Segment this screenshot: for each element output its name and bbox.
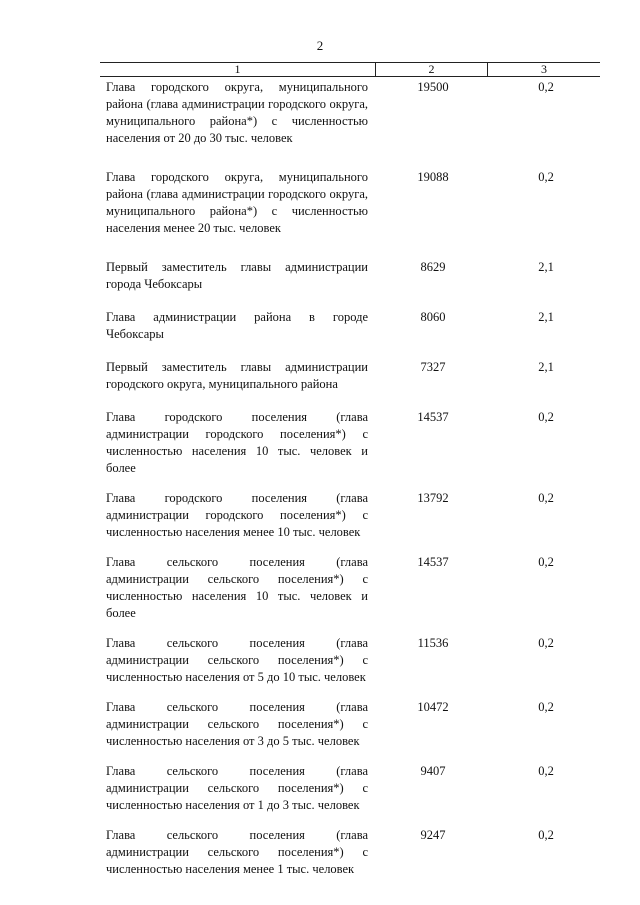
coefficient-value: 0,2: [538, 491, 554, 505]
table-row: [100, 309, 600, 343]
coefficient-value: 0,2: [538, 700, 554, 714]
table-row: [100, 490, 600, 541]
salary-value: 19500: [417, 80, 449, 94]
page-number: 2: [316, 38, 324, 53]
coefficient-value: 2,1: [538, 260, 554, 274]
position-name: Глава сельского поселения (глава администрации сельского поселения*) с численностью населения 10 тыс. человек и более: [106, 555, 368, 620]
position-name: Глава сельского поселения (глава администрации сельского поселения*) с численностью населения от 5 до 10 тыс. человек: [106, 636, 368, 684]
coefficient-value: 0,2: [538, 410, 554, 424]
coefficient-value: 0,2: [538, 764, 554, 778]
header-col-1: 1: [100, 63, 376, 76]
position-name: Глава городского округа, муниципального района (глава администрации городского округа, муниципального района*) с численностью населения от 20 до 30 тыс. человек: [106, 80, 368, 145]
position-name: Глава городского поселения (глава администрации городского поселения*) с численностью населения 10 тыс. человек и более: [106, 410, 368, 475]
salary-value: 11536: [417, 636, 449, 650]
position-name: Глава администрации района в городе Чебоксары: [106, 310, 368, 341]
position-name: Первый заместитель главы администрации городского округа, муниципального района: [106, 360, 368, 391]
table-row: [100, 554, 600, 622]
salary-value: 13792: [417, 491, 449, 505]
table-body: [100, 79, 600, 878]
position-name: Глава сельского поселения (глава администрации сельского поселения*) с численностью населения от 1 до 3 тыс. человек: [106, 764, 368, 812]
table-row: [100, 763, 600, 814]
coefficient-value: 0,2: [538, 80, 554, 94]
table-row: [100, 169, 600, 237]
salary-value: 10472: [417, 700, 449, 714]
table-row: [100, 259, 600, 293]
header-col-3: 3: [541, 62, 547, 76]
salary-value: 14537: [417, 410, 449, 424]
coefficient-value: 2,1: [538, 310, 554, 324]
salary-value: 8060: [420, 310, 446, 324]
position-name: Глава городского округа, муниципального района (глава администрации городского округа, муниципального района*) с численностью населения менее 20 тыс. человек: [106, 170, 368, 235]
salary-value: 8629: [420, 260, 446, 274]
table-row: [100, 409, 600, 477]
salary-value: 7327: [420, 360, 446, 374]
table-header: [100, 62, 600, 77]
salary-value: 9407: [420, 764, 446, 778]
salary-value: 9247: [420, 828, 446, 842]
header-col-2: 2: [376, 63, 488, 76]
coefficient-value: 0,2: [538, 636, 554, 650]
position-name: Глава городского поселения (глава администрации городского поселения*) с численностью населения менее 10 тыс. человек: [106, 491, 368, 539]
position-name: Глава сельского поселения (глава администрации сельского поселения*) с численностью населения менее 1 тыс. человек: [106, 828, 368, 876]
table-row: [100, 635, 600, 686]
salary-value: 19088: [417, 170, 449, 184]
table-row: [100, 79, 600, 147]
salary-value: 14537: [417, 555, 449, 569]
table-row: [100, 827, 600, 878]
position-name: Глава сельского поселения (глава администрации сельского поселения*) с численностью населения от 3 до 5 тыс. человек: [106, 700, 368, 748]
coefficient-value: 0,2: [538, 555, 554, 569]
table-row: [100, 359, 600, 393]
coefficient-value: 0,2: [538, 170, 554, 184]
coefficient-value: 2,1: [538, 360, 554, 374]
position-name: Первый заместитель главы администрации города Чебоксары: [106, 260, 368, 291]
coefficient-value: 0,2: [538, 828, 554, 842]
table-row: [100, 699, 600, 750]
